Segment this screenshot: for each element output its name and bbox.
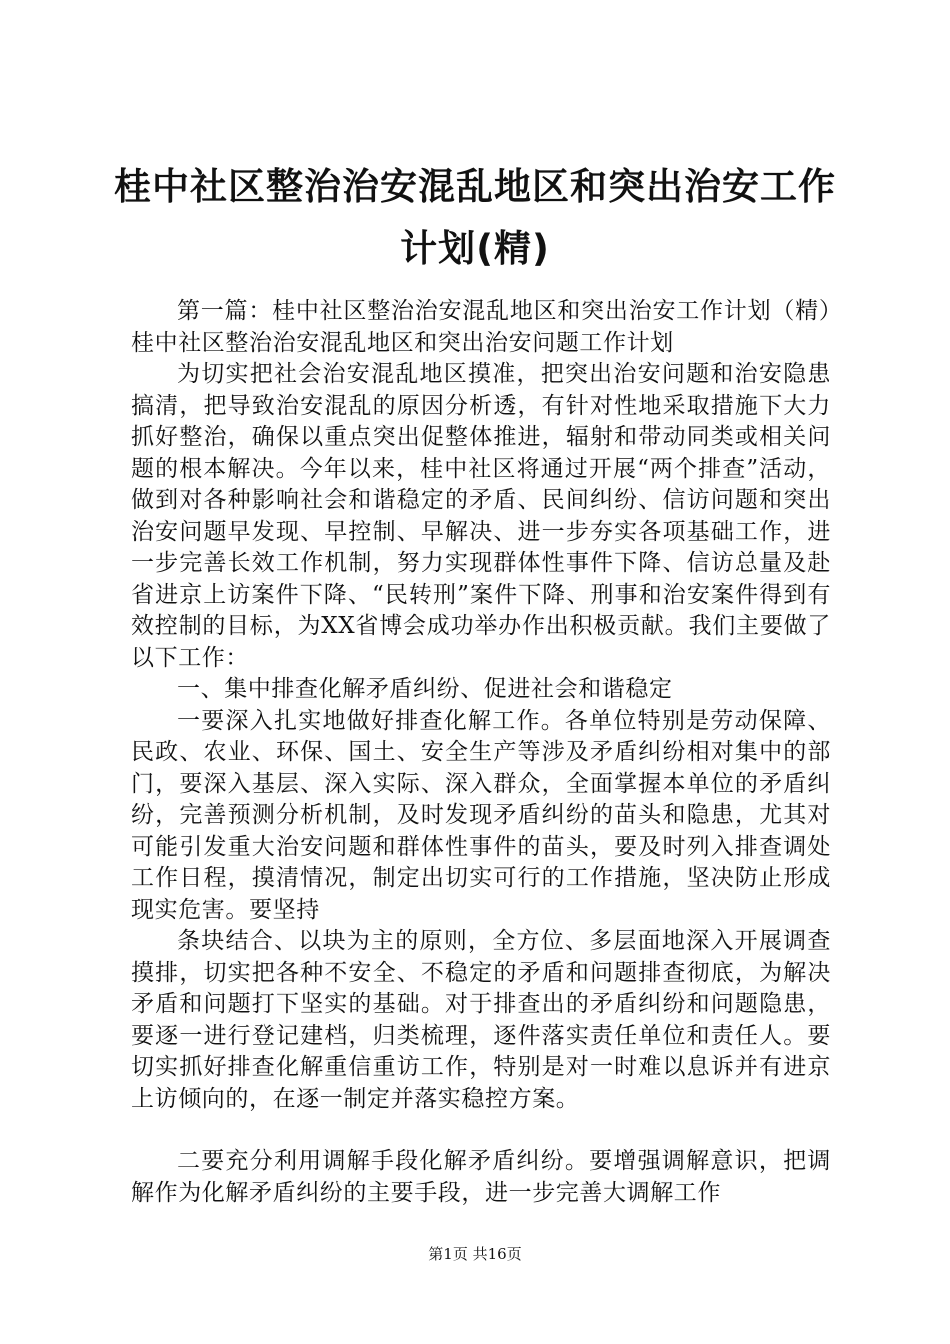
document-title: 桂中社区整治治安混乱地区和突出治安工作计划(精) — [114, 165, 836, 270]
paragraph-investigation: 一要深入扎实地做好排查化解工作。各单位特别是劳动保障、民政、农业、环保、国土、安全生产等涉及矛盾纠纷相对集中的部门，要深入基层、深入实际、深入群众，全面掌握本单位的矛盾纠纷，完善预测分析机制，及时发现矛盾纠纷的苗头和隐患，尤其对可能引发重大治安问题和群体性事件的苗头，要及时列入排查调处工作日程，摸清情况，制定出切实可行的工作措施，坚决防止形成现实危害。要坚持 — [131, 707, 831, 923]
page-number: 第1页 共16页 — [428, 1245, 522, 1263]
paragraph-block-principle: 条块结合、以块为主的原则，全方位、多层面地深入开展调查摸排，切实把各种不安全、不稳定的矛盾和问题排查彻底，为解决矛盾和问题打下坚实的基础。对于排查出的矛盾纠纷和问题隐患，要逐一进行登记建档，归类梳理，逐件落实责任单位和责任人。要切实抓好排查化解重信重访工作，特别是对一时难以息诉并有进京上访倾向的，在逐一制定并落实稳控方案。 — [131, 928, 831, 1112]
document-body — [131, 296, 831, 1209]
section-heading-1: 一、集中排查化解矛盾纠纷、促进社会和谐稳定 — [177, 676, 673, 702]
paragraph-intro: 第一篇：桂中社区整治治安混乱地区和突出治安工作计划（精）桂中社区整治治安混乱地区和突出治安问题工作计划 — [131, 298, 831, 356]
paragraph-mediation: 二要充分利用调解手段化解矛盾纠纷。要增强调解意识，把调解作为化解矛盾纠纷的主要手段，进一步完善大调解工作 — [131, 1148, 831, 1206]
paragraph-purpose: 为切实把社会治安混乱地区摸准，把突出治安问题和治安隐患搞清，把导致治安混乱的原因分析透，有针对性地采取措施下大力抓好整治，确保以重点突出促整体推进，辐射和带动同类或相关问题的根本解决。今年以来，桂中社区将通过开展“两个排查”活动，做到对各种影响社会和谐稳定的矛盾、民间纠纷、信访问题和突出治安问题早发现、早控制、早解决、进一步夯实各项基础工作，进一步完善长效工作机制，努力实现群体性事件下降、信访总量及赴省进京上访案件下降、“民转刑”案件下降、刑事和治安案件得到有效控制的目标，为XX省博会成功举办作出积极贡献。我们主要做了以下工作： — [131, 361, 831, 671]
